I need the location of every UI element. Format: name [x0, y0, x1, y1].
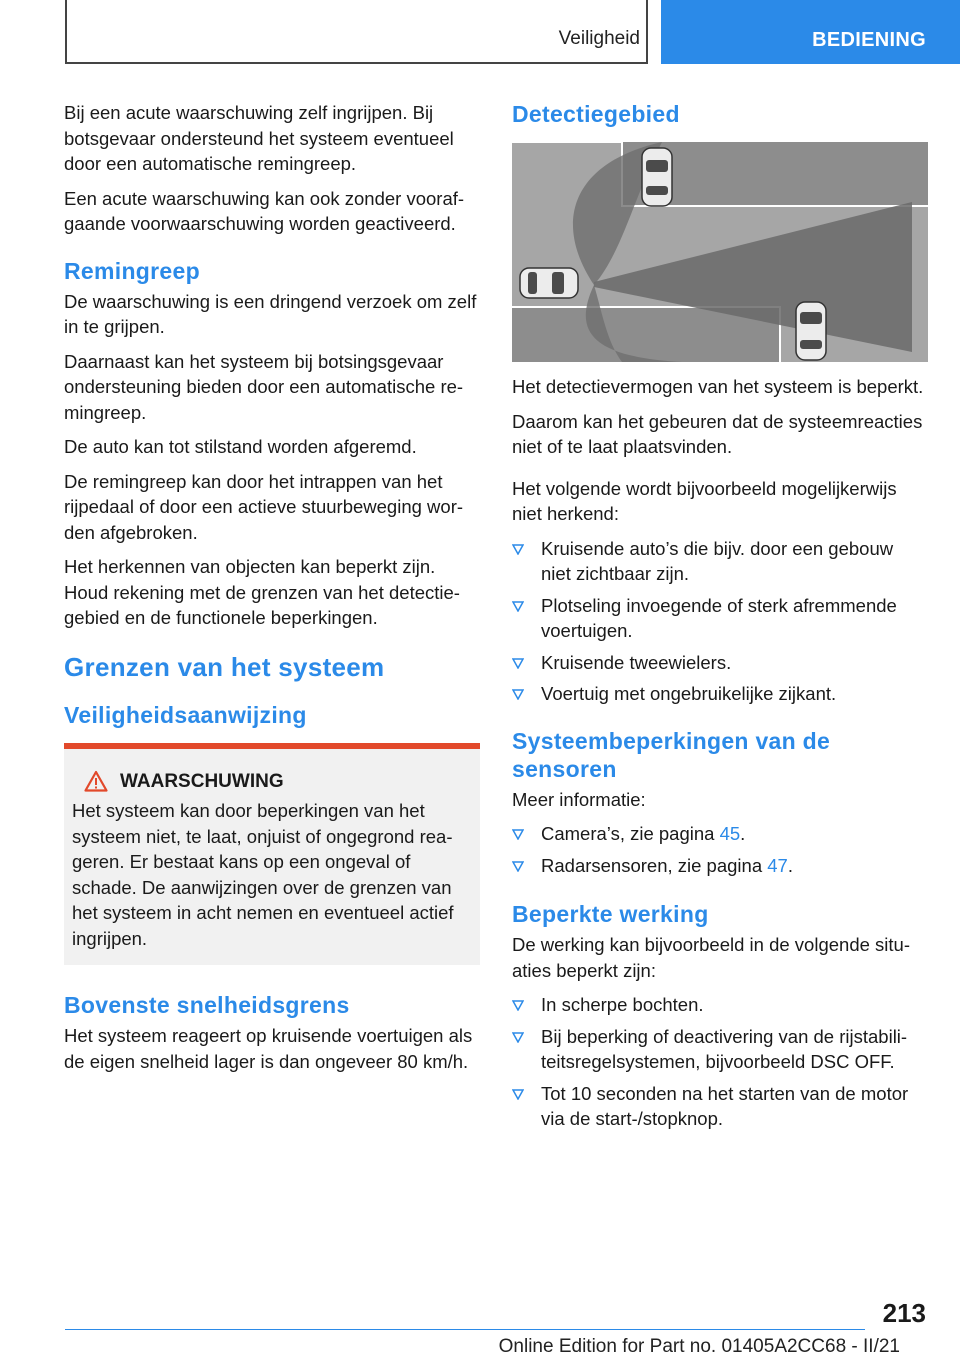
list-item-text: Voertuig met ongebruikelijke zijkant. [541, 683, 837, 704]
detectie-paragraph: Het volgende wordt bijvoorbeeld mogelijkerwijs niet herkend: [512, 477, 897, 524]
list-item-text: Tot 10 seconden na het starten van de motor via de start-/stopknop. [541, 1082, 909, 1129]
remingreep-paragraph: De waarschuwing is een dringend verzoek om zelf in te grijpen. [64, 290, 477, 337]
warning-triangle-icon [84, 770, 108, 792]
list-item-text: Plotseling invoegende of sterk afremmende voertuigen. [541, 594, 897, 641]
bullet-triangle-icon [512, 658, 524, 669]
veiligheid-heading: Veiligheidsaanwijzing [64, 701, 307, 728]
bullet-triangle-icon [512, 689, 524, 700]
bullet-triangle-icon [512, 1000, 524, 1011]
chapter-label: BEDIENING [812, 29, 926, 51]
header-section-title: Veiligheid [558, 28, 640, 49]
snelheid-heading: Bovenste snelheidsgrens [64, 992, 350, 1018]
bullet-triangle-icon [512, 829, 524, 840]
warning-title-row [72, 769, 472, 795]
remingreep-paragraph: De remingreep kan door het intrappen van het rijpedaal of door een actieve stuurbeweging worden afgebroken. [64, 470, 464, 543]
list-item-text: Camera’s, zie pagina [541, 823, 720, 844]
bullet-triangle-icon [512, 861, 524, 872]
bullet-triangle-icon [512, 544, 524, 555]
list-item-text: Kruisende tweewielers. [541, 651, 732, 673]
remingreep-paragraph: De auto kan tot stilstand worden afgeremd. [64, 436, 417, 457]
car-left-icon [520, 268, 578, 298]
bullet-triangle-icon [512, 601, 524, 612]
intro-paragraph-2: Een acute waarschuwing kan ook zonder voorafgaande voorwaarschuwing worden geactiveerd. [64, 187, 465, 234]
car-top-icon [642, 148, 672, 206]
car-own-icon [796, 302, 826, 360]
detectie-list [512, 536, 928, 707]
detectie-paragraph: Daarom kan het gebeuren dat de systeemreacties niet of te laat plaatsvinden. [512, 410, 923, 457]
list-item [512, 1081, 928, 1132]
warning-title: WAARSCHUWING [120, 770, 284, 792]
list-item-suffix: . [740, 823, 746, 844]
remingreep-heading: Remingreep [64, 257, 200, 284]
remingreep-paragraph: Het herkennen van objecten kan beperkt zijn. Houd rekening met de grenzen van het detectiegebied en de functionele beperkingen. [64, 556, 460, 628]
beperkte-heading: Beperkte werking [512, 901, 709, 927]
footer-divider [65, 1329, 865, 1330]
sensoren-heading: Systeembeperkingen van de sensoren [512, 727, 831, 782]
snelheid-text: Het systeem reageert op kruisende voertuigen als de eigen snelheid lager is dan ongeveer 80 km/h. [64, 1025, 473, 1072]
left-column [64, 100, 480, 1083]
bullet-triangle-icon [512, 1089, 524, 1100]
beperkte-list [512, 992, 928, 1132]
intro-paragraph-1: Bij een acute waarschuwing zelf ingrijpen. Bij botsgevaar ondersteund het systeem eventueel door een automatische remingreep. [64, 102, 454, 174]
page-link[interactable]: 45 [719, 823, 741, 844]
detection-area-illustration [512, 142, 928, 362]
list-item [512, 593, 928, 644]
list-item [512, 821, 928, 847]
list-item-text: Kruisende auto’s die bijv. door een gebouw niet zichtbaar zijn. [541, 537, 894, 584]
page-link[interactable]: 47 [767, 854, 788, 876]
list-item [512, 853, 928, 879]
right-column [512, 100, 928, 1138]
sensoren-list [512, 821, 928, 878]
list-item-text: In scherpe bochten. [541, 994, 704, 1015]
beperkte-intro: De werking kan bijvoorbeeld in de volgende situaties beperkt zijn: [512, 934, 910, 981]
page-number: 213 [882, 1298, 926, 1328]
remingreep-paragraph: Daarnaast kan het systeem bij botsingsgevaar ondersteuning bieden door een automatische remingreep. [64, 350, 464, 423]
list-item-text: Bij beperking of deactivering van de rijstabiliteitsregelsystemen, bijvoorbeeld DSC OFF. [541, 1025, 908, 1072]
footer-edition: Online Edition for Part no. 01405A2CC68 - II/21 [498, 1336, 900, 1357]
header-chapter-tab [661, 0, 960, 64]
list-item [512, 1024, 928, 1075]
detectie-heading: Detectiegebied [512, 101, 680, 127]
list-item [512, 650, 928, 676]
bullet-triangle-icon [512, 1032, 524, 1043]
list-item-suffix: . [787, 854, 793, 876]
list-item [512, 992, 928, 1018]
list-item [512, 536, 928, 587]
sensoren-intro: Meer informatie: [512, 788, 646, 810]
warning-text: Het systeem kan door beperkingen van het systeem niet, te laat, onjuist of ongegrond reageren. Er bestaat kans op een ongeval of schade. De aanwijzingen over de grenzen van het systeem in acht nemen en eventueel actief ingrijpen. [72, 800, 454, 949]
detectie-paragraph: Het detectievermogen van het systeem is beperkt. [512, 376, 924, 397]
list-item-text: Radarsensoren, zie pagina [541, 854, 768, 876]
list-item [512, 681, 928, 707]
grenzen-heading: Grenzen van het systeem [64, 651, 385, 682]
warning-box [64, 743, 480, 966]
